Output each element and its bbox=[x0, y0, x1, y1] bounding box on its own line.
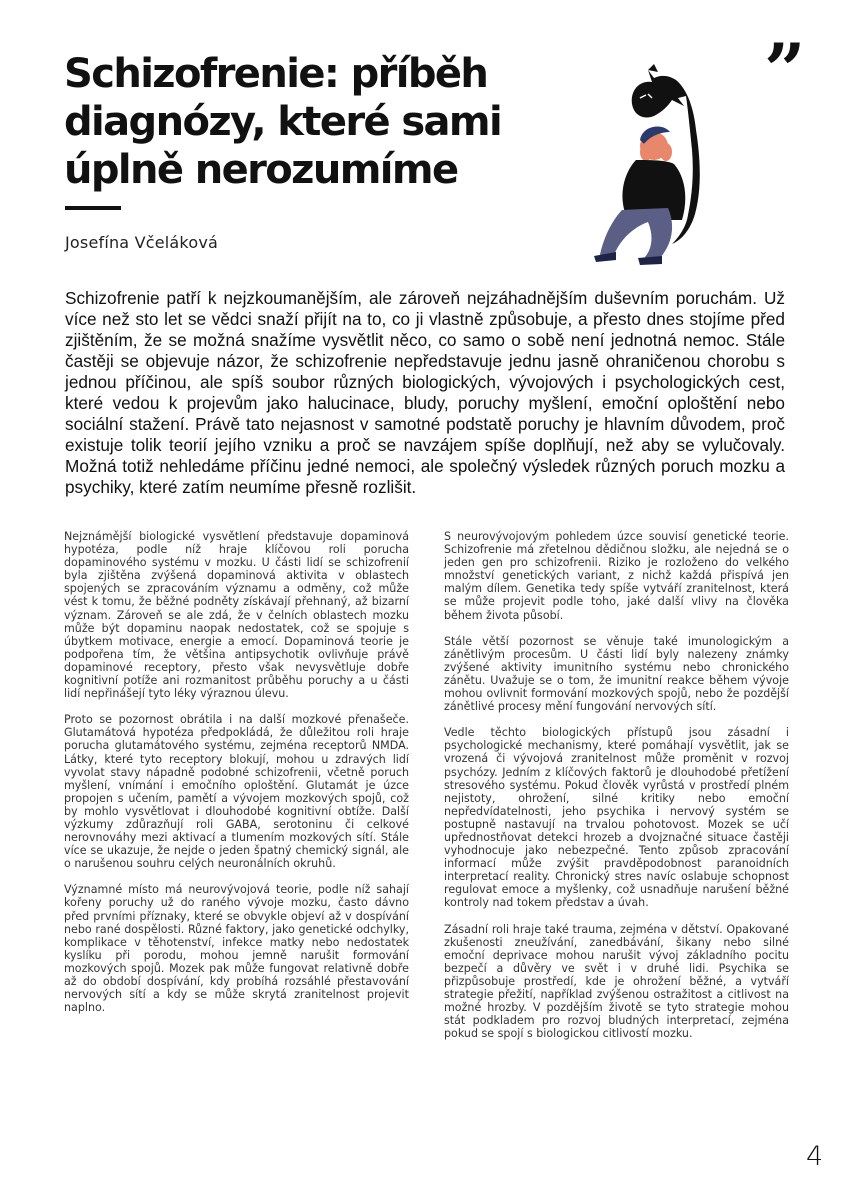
title-divider bbox=[65, 206, 121, 210]
paragraph-neurodevelopment: Významné místo má neurovývojová teorie, podle níž sahají kořeny poruchy už do raného vývoje mozku, často dávno před prvními příznaky, které se obvykle objeví až v dospívání nebo rané dospělosti. Různé faktory, jako genetické odchylky, komplikace v těhotenství, infekce matky nebo nedostatek kyslíku při porodu, mohou jemně narušit formování mozkových spojů. Mozek pak může fungovat relativně dobře až do období dospívání, kdy probíhá rozsáhlé přestavování nervových sítí a kdy se může skrytá zranitelnost projevit naplno. bbox=[64, 883, 409, 1015]
paragraph-trauma: Zásadní roli hraje také trauma, zejména v dětství. Opakované zkušenosti zneužívání, zanedbávání, šikany nebo silné emoční deprivace mohou narušit vývoj základního pocitu bezpečí a důvěry ve svět i v druhé lidi. Psychika se přizpůsobuje prostředí, kde je ohrožení běžné, a vytváří strategie přežití, například zvýšenou ostražitost a citlivost na možné hrozby. V pozdějším životě se tyto strategie mohou stát podkladem pro rozvoj bludných interpretací, zejména pokud se spojí s biologickou citlivostí mozku. bbox=[444, 922, 789, 1041]
paragraph-genetics: S neurovývojovým pohledem úzce souvisí genetické teorie. Schizofrenie má zřetelnou dědičnou složku, ale nejedná se o jeden gen pro schizofrenii. Riziko je rozloženo do velkého množství genetických variant, z nichž každá přispívá jen malým dílem. Genetika tedy spíše vytváří zranitelnost, která se může projevit podle toho, jaké další vlivy na člověka během života působí. bbox=[444, 530, 789, 622]
paragraph-immunology: Stále větší pozornost se věnuje také imunologickým a zánětlivým procesům. U části lidí byly nalezeny známky zvýšené aktivity imunitního systému nebo chronického zánětu. Uvažuje se o tom, že imunitní reakce během vývoje mohou ovlivnit formování mozkových spojů, nebo že pozdější zánětlivé procesy mění fungování nervových sítí. bbox=[444, 634, 789, 714]
article-title: Schizofrenie: příběh diagnózy, které sami úplně nerozumíme bbox=[64, 51, 502, 193]
left-column bbox=[64, 530, 409, 1027]
author-name: Josefína Včeláková bbox=[65, 233, 218, 252]
paragraph-psychology: Vedle těchto biologických přístupů jsou zásadní i psychologické mechanismy, které pomáhají vysvětlit, jak se vrozená či vývojová zranitelnost může proměnit v rozvoj psychózy. Jedním z klíčových faktorů je dlouhodobé přetížení stresového systému. Pokud člověk vyrůstá v prostředí plném nejistoty, ohrožení, silné kritiky nebo emoční nepředvídatelnosti, jeho psychika i nervový systém se postupně nastavují na trvalou pohotovost. Mozek se učí upřednostňovat detekci hrozeb a dvojznačné situace častěji vyhodnocuje jako nebezpečné. Tento způsob zpracování informací může zvýšit pravděpodobnost paranoidních interpretací reality. Chronický stres navíc oslabuje schopnost regulovat emoce a myšlenky, což usnadňuje narušení běžné kontroly nad tokem představ a úvah. bbox=[444, 726, 789, 910]
person-with-shadow-monster-icon bbox=[592, 60, 782, 265]
paragraph-glutamate: Proto se pozornost obrátila i na další mozkové přenašeče. Glutamátová hypotéza předpokládá, že důležitou roli hraje porucha glutamátového systému, zejména receptorů NMDA. Látky, které tyto receptory blokují, mohou u zdravých lidí vyvolat stavy nápadně podobné schizofrenii, včetně poruch myšlení, vnímání i emočního oploštění. Glutamát je úzce propojen s učením, pamětí a vývojem mozkových spojů, což by mohlo vysvětlovat i dlouhodobé kognitivní obtíže. Další výzkumy zdůrazňují roli GABA, serotoninu či celkové nerovnováhy mezi aktivací a tlumením mozkových sítí. Stále více se ukazuje, že nejde o jeden špatný chemický signál, ale o narušenou souhru celých neuronálních okruhů. bbox=[64, 713, 409, 871]
page-number: 4 bbox=[806, 1141, 824, 1172]
paragraph-dopamine: Nejznámější biologické vysvětlení představuje dopaminová hypotéza, podle níž hraje klíčovou roli porucha dopaminového systému v mozku. U části lidí se schizofrenií byla zjištěna zvýšená dopaminová aktivita v oblastech spojených se zpracováním významu a odměny, což může vést k tomu, že běžné podněty získávají přehnaný, až bizarní význam. Zároveň se ale zdá, že v čelních oblastech mozku může být dopaminu naopak nedostatek, což se spojuje s úbytkem motivace, energie a emocí. Dopaminová teorie je podpořena tím, že většina antipsychotik ovlivňuje právě dopaminové receptory, přesto však nevysvětluje dobře kognitivní potíže ani rozmanitost průběhu poruchy a u části lidí nepřinášejí tyto léky výraznou úlevu. bbox=[64, 530, 409, 701]
quote-mark-icon: ” bbox=[764, 27, 806, 112]
right-column bbox=[444, 530, 789, 1053]
lead-paragraph: Schizofrenie patří k nejzkoumanějším, ale zároveň nejzáhadnějším duševním poruchám. Už více než sto let se vědci snaží přijít na to, co ji vlastně způsobuje, a přesto dnes stojíme před zjištěním, že se možná snažíme vysvětlit něco, co samo o sobě není jednotná nemoc. Stále častěji se objevuje názor, že schizofrenie nepředstavuje jednu jasně ohraničenou chorobu s jednou příčinou, ale spíš soubor různých biologických, vývojových i psychologických cest, které vedou k projevům jako halucinace, bludy, poruchy myšlení, emoční oploštění nebo sociální stažení. Právě tato nejasnost v samotné podstatě poruchy je hlavním důvodem, proč existuje tolik teorií jejího vzniku a proč se navzájem spíše doplňují, než aby se vylučovaly. Možná totiž nehledáme příčinu jedné nemoci, ale společný výsledek různých poruch mozku a psychiky, které zatím neumíme přesně rozlišit. bbox=[65, 288, 785, 497]
